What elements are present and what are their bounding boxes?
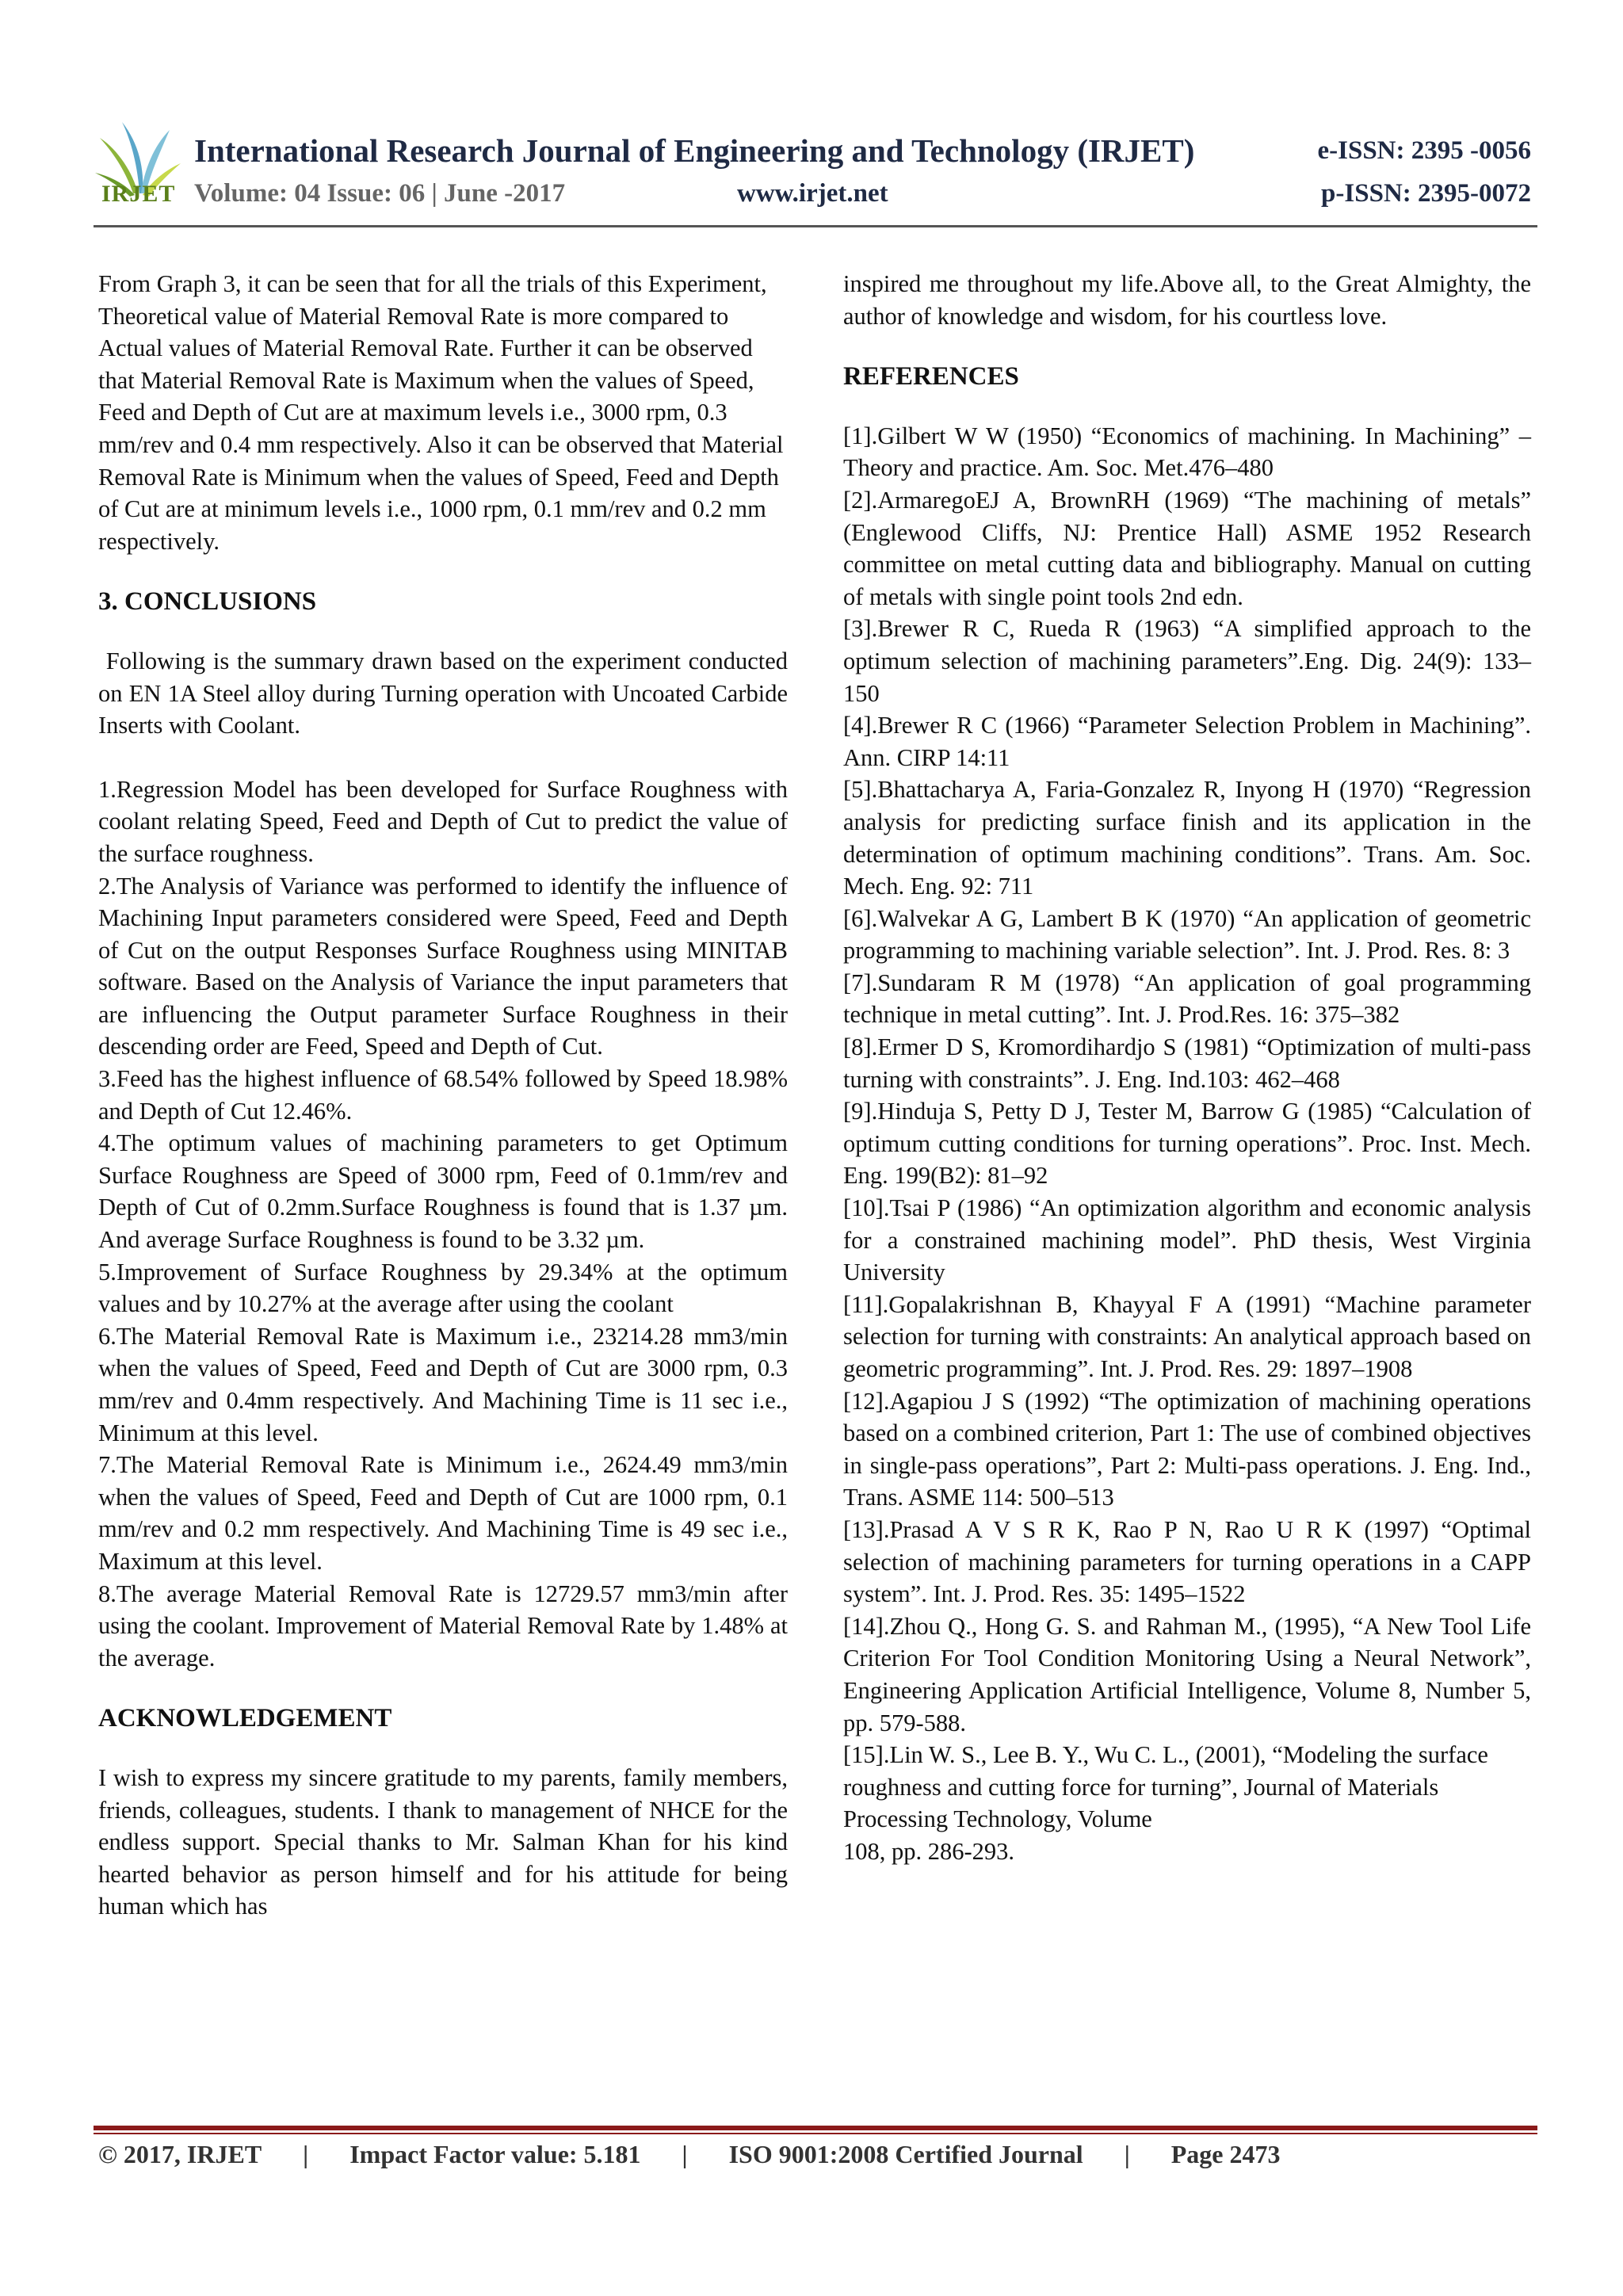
spacer xyxy=(98,742,788,774)
conclusion-point: 4.The optimum values of machining parameters to get Optimum Surface Roughness are Speed of 3000 rpm, Feed of 0.1mm/rev and Depth of Cut of 0.2mm.Surface Roughness is found that is 1.37 µm. And average Surface Roughness is found to be 3.32 µm. xyxy=(98,1129,788,1254)
reference-item: [2].ArmaregoEJ A, BrownRH (1969) “The machining of metals” (Englewood Cliffs, NJ: Prentice Hall) ASME 1952 Research committee on metal cutting data and bibliography. Manual on cutting of metals with single point tools 2nd edn. xyxy=(843,486,1531,610)
page-header xyxy=(0,0,1623,238)
conclusion-point: 7.The Material Removal Rate is Minimum i.e., 2624.49 mm3/min when the values of Speed, Feed and Depth of Cut are 1000 rpm, 0.1 mm/rev and 0.2 mm respectively. And Machining Time is 49 sec i.e., Maximum at this level. xyxy=(98,1451,788,1575)
conclusion-point: 8.The average Material Removal Rate is 12729.57 mm3/min after using the coolant. Improvement of Material Removal Rate by 1.48% at the average. xyxy=(98,1580,788,1671)
footer-page-number: Page 2473 xyxy=(1170,2140,1281,2168)
journal-title: International Research Journal of Engineering and Technology (IRJET) xyxy=(194,132,1195,169)
eissn: e-ISSN: 2395 -0056 xyxy=(1317,136,1531,165)
conclusion-point: 5.Improvement of Surface Roughness by 29.34% at the optimum values and by 10.27% at the average after using the coolant xyxy=(98,1258,788,1318)
reference-item: [11].Gopalakrishnan B, Khayyal F A (1991) “Machine parameter selection for turning with constraints: An analytical approach based on geometric programming”. Int. J. Prod. Res. 29: 1897–1908 xyxy=(843,1290,1531,1382)
reference-item: 108, pp. 286-293. xyxy=(843,1837,1015,1865)
reference-item: [1].Gilbert W W (1950) “Economics of machining. In Machining” – Theory and practice. Am. Soc. Met.476–480 xyxy=(843,422,1531,482)
reference-item: [9].Hinduja S, Petty D J, Tester M, Barrow G (1985) “Calculation of optimum cutting conditions for turning operations”. Proc. Inst. Mech. Eng. 199(B2): 81–92 xyxy=(843,1098,1531,1190)
header-rule xyxy=(94,225,1537,227)
volume-issue: Volume: 04 Issue: 06 | June -2017 xyxy=(194,179,566,208)
footer-rule-thin xyxy=(94,2133,1537,2134)
footer-impact-factor: Impact Factor value: 5.181 xyxy=(349,2140,641,2168)
logo-text: IRJET xyxy=(101,181,176,207)
reference-item: [14].Zhou Q., Hong G. S. and Rahman M., (1995), “A New Tool Life Criterion For Tool Condition Monitoring Using a Neural Network”, Engineering Application Artificial Intelligence, Volume 8, Number 5, pp. 579-588. xyxy=(843,1612,1531,1736)
conclusion-point: 6.The Material Removal Rate is Maximum i.e., 23214.28 mm3/min when the values of Speed, Feed and Depth of Cut are 3000 rpm, 0.3 mm/rev and 0.4mm respectively. And Machining Time is 11 sec i.e., Minimum at this level. xyxy=(98,1322,788,1446)
journal-website[interactable]: www.irjet.net xyxy=(737,179,888,208)
conclusion-point: 2.The Analysis of Variance was performed to identify the influence of Machining Input parameters considered were Speed, Feed and Depth of Cut on the output Responses Surface Roughness using MINITAB software. Based on the Analysis of Variance the input parameters that are influencing the Output parameter Surface Roughness in their descending order are Feed, Speed and Depth of Cut. xyxy=(98,872,788,1060)
reference-item: [15].Lin W. S., Lee B. Y., Wu C. L., (2001), “Modeling the surface roughness and cutting force for turning”, Journal of Materials Processing Technology, Volume xyxy=(843,1741,1488,1833)
acknowledgement-heading: ACKNOWLEDGEMENT xyxy=(98,1704,392,1733)
footer-separator: | xyxy=(303,2140,309,2168)
reference-item: [5].Bhattacharya A, Faria-Gonzalez R, Inyong H (1970) “Regression analysis for predicting surface finish and its application in the determination of optimum machining conditions”. Trans. Am. Soc. Mech. Eng. 92: 711 xyxy=(843,776,1531,900)
conclusion-point: 3.Feed has the highest influence of 68.54% followed by Speed 18.98% and Depth of Cut 12.46%. xyxy=(98,1065,788,1125)
footer-iso: ISO 9001:2008 Certified Journal xyxy=(728,2140,1083,2168)
page-footer xyxy=(98,2140,1537,2169)
conclusion-point: 1.Regression Model has been developed for Surface Roughness with coolant relating Speed, Feed and Depth of Cut to predict the value of the surface roughness. xyxy=(98,775,788,867)
reference-item: [6].Walvekar A G, Lambert B K (1970) “An application of geometric programming to machining variable selection”. Int. J. Prod. Res. 8: 3 xyxy=(843,904,1531,965)
summary-paragraph: Following is the summary drawn based on the experiment conducted on EN 1A Steel alloy during Turning operation with Uncoated Carbide Inserts with Coolant. xyxy=(98,647,794,739)
footer-separator: | xyxy=(1124,2140,1130,2168)
pissn: p-ISSN: 2395-0072 xyxy=(1321,179,1531,208)
footer-rule xyxy=(94,2126,1537,2130)
reference-item: [7].Sundaram R M (1978) “An application of goal programming technique in metal cutting”. Int. J. Prod.Res. 16: 375–382 xyxy=(843,968,1531,1029)
acknowledgement-text: I wish to express my sincere gratitude to my parents, family members, friends, colleagues, students. I thank to management of NHCE for the endless support. Special thanks to Mr. Salman Khan for his kind hearted behavior as person himself and for his attitude for being human which has xyxy=(98,1763,788,1920)
acknowledgement-continued: inspired me throughout my life.Above all, to the Great Almighty, the author of knowledge and wisdom, for his courtless love. xyxy=(843,270,1531,330)
left-column xyxy=(98,268,794,1923)
references-heading: REFERENCES xyxy=(843,362,1019,392)
reference-item: [3].Brewer R C, Rueda R (1963) “A simplified approach to the optimum selection of machining parameters”.Eng. Dig. 24(9): 133–150 xyxy=(843,615,1531,707)
footer-separator: | xyxy=(682,2140,688,2168)
reference-item: [12].Agapiou J S (1992) “The optimization of machining operations based on a combined criterion, Part 1: The use of combined objectives in single-pass operations”, Part 2: Multi-pass operations. J. Eng. Ind., Trans. ASME 114: 500–513 xyxy=(843,1387,1531,1511)
right-column xyxy=(843,268,1531,1868)
intro-paragraph: From Graph 3, it can be seen that for all the trials of this Experiment, Theoretical value of Material Removal Rate is more compared to Actual values of Material Removal Rate. Further it can be observed that Material Removal Rate is Maximum when the values of Speed, Feed and Depth of Cut are at maximum levels i.e., 3000 rpm, 0.3 mm/rev and 0.4 mm respectively. Also it can be observed that Material Removal Rate is Minimum when the values of Speed, Feed and Depth of Cut are at minimum levels i.e., 1000 rpm, 0.1 mm/rev and 0.2 mm respectively. xyxy=(98,270,784,555)
reference-item: [8].Ermer D S, Kromordihardjo S (1981) “Optimization of multi-pass turning with constraints”. J. Eng. Ind.103: 462–468 xyxy=(843,1033,1531,1093)
conclusions-heading: 3. CONCLUSIONS xyxy=(98,587,317,617)
footer-copyright: © 2017, IRJET xyxy=(98,2140,262,2168)
reference-item: [4].Brewer R C (1966) “Parameter Selection Problem in Machining”. Ann. CIRP 14:11 xyxy=(843,712,1531,771)
reference-item: [10].Tsai P (1986) “An optimization algorithm and economic analysis for a constrained machining model”. PhD thesis, West Virginia University xyxy=(843,1194,1531,1286)
reference-item: [13].Prasad A V S R K, Rao P N, Rao U R K (1997) “Optimal selection of machining parameters for turning operations in a CAPP system”. Int. J. Prod. Res. 35: 1495–1522 xyxy=(843,1515,1531,1608)
